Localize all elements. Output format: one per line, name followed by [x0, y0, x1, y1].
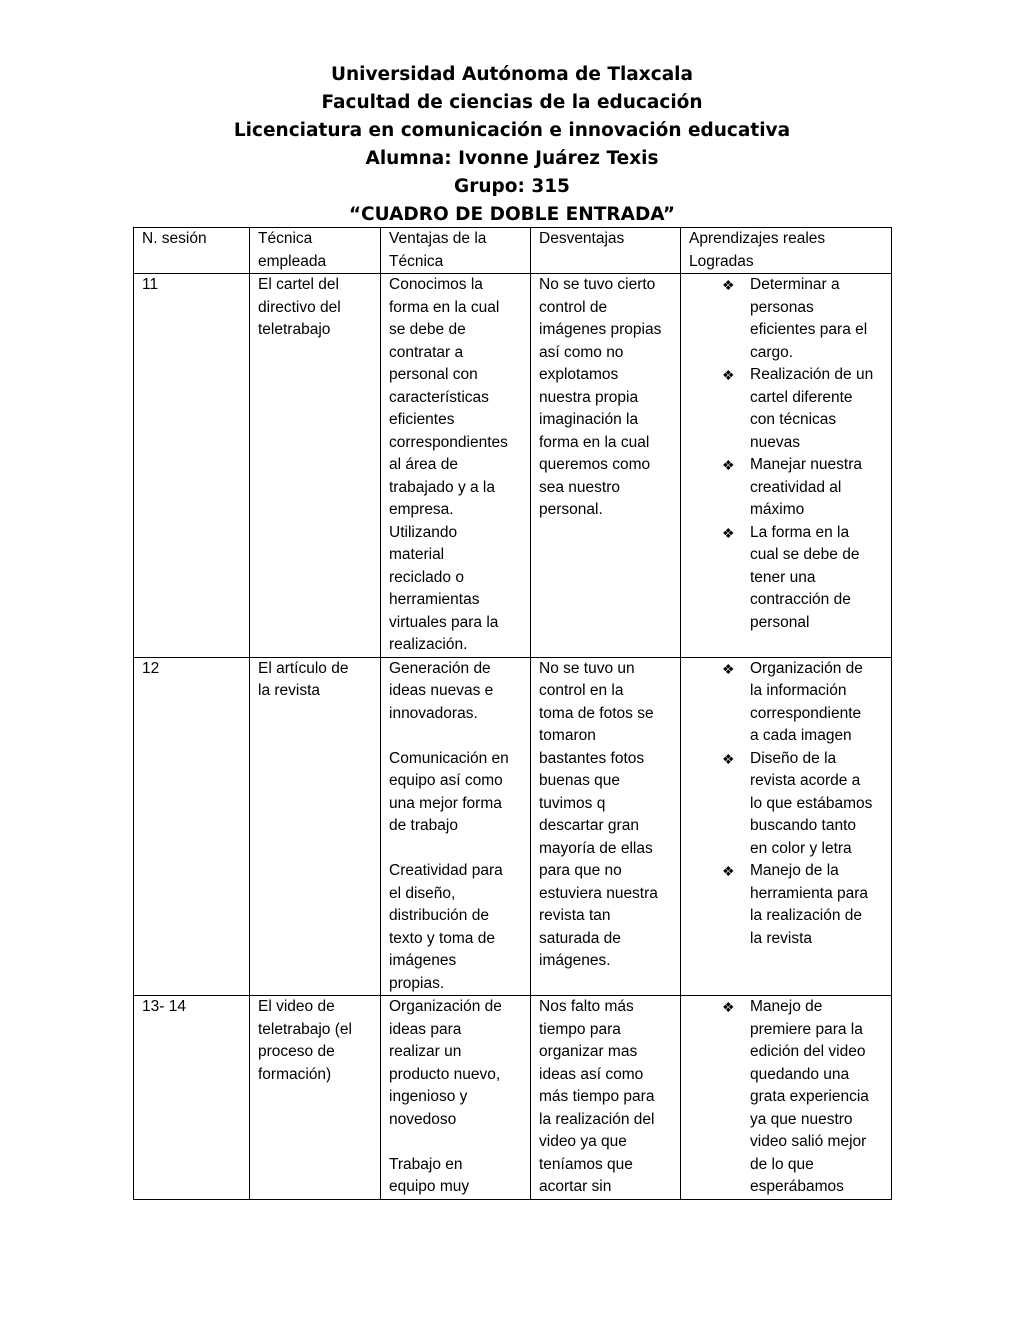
- learning-text: Manejar nuestra creatividad al máximo: [750, 456, 863, 518]
- learning-text: Organización de la información correspondiente a cada imagen: [750, 659, 863, 744]
- document-header: [0, 61, 1024, 229]
- learnings-list: [689, 996, 885, 1199]
- learning-item: [689, 454, 885, 522]
- advantage-paragraph: Organización de ideas para realizar un producto nuevo, ingenioso y novedoso: [389, 998, 502, 1128]
- technique-cell: El video de teletrabajo (el proceso de formación): [250, 996, 381, 1200]
- table-row: [134, 657, 892, 996]
- paragraph-gap: [389, 725, 524, 748]
- header-learnings: Aprendizajes reales Logradas: [681, 228, 892, 274]
- session-cell: 13- 14: [134, 996, 250, 1200]
- learning-item: [689, 364, 885, 454]
- diamond-bullet-icon: ❖: [722, 999, 735, 1015]
- disadvantages-cell: No se tuvo cierto control de imágenes propias así como no explotamos nuestra propia imaginación la forma en la cual queremos como sea nuestro personal.: [531, 274, 681, 658]
- header-technique: Técnica empleada: [250, 228, 381, 274]
- learning-item: [689, 274, 885, 364]
- advantage-paragraph: Trabajo en equipo muy: [389, 1155, 470, 1195]
- degree-program: Licenciatura en comunicación e innovación educativa: [233, 120, 791, 141]
- diamond-bullet-icon: ❖: [722, 277, 735, 293]
- advantage-paragraph: Comunicación en equipo así como una mejor forma de trabajo: [389, 749, 509, 834]
- advantage-paragraph: Generación de ideas nuevas e innovadoras.: [389, 659, 494, 722]
- table-header-row: [134, 228, 892, 274]
- advantages-cell: [381, 274, 531, 658]
- learning-text: Manejo de premiere para la edición del video quedando una grata experiencia ya que nuestro video salió mejor de lo que esperábamos: [750, 998, 869, 1195]
- advantages-cell: [381, 996, 531, 1200]
- learning-item: [689, 996, 885, 1199]
- learning-text: Realización de un cartel diferente con técnicas nuevas: [750, 366, 874, 451]
- student-name: Alumna: Ivonne Juárez Texis: [365, 148, 659, 169]
- header-session: N. sesión: [134, 228, 250, 274]
- technique-cell: El artículo de la revista: [250, 657, 381, 996]
- disadvantages-cell: Nos falto más tiempo para organizar mas ideas así como más tiempo para la realización del video ya que teníamos que acortar sin: [531, 996, 681, 1200]
- table-row: [134, 274, 892, 658]
- diamond-bullet-icon: ❖: [722, 660, 735, 677]
- faculty-name: Facultad de ciencias de la educación: [321, 92, 703, 113]
- disadvantages-cell: No se tuvo un control en la toma de fotos se tomaron bastantes fotos buenas que tuvimos q descartar gran mayoría de ellas para que no estuviera nuestra revista tan saturada de imágenes.: [531, 657, 681, 996]
- document-title: “CUADRO DE DOBLE ENTRADA”: [348, 204, 676, 225]
- paragraph-gap: [389, 1131, 524, 1154]
- learning-text: Diseño de la revista acorde a lo que estábamos buscando tanto en color y letra: [750, 749, 873, 857]
- advantage-paragraph: Creatividad para el diseño, distribución de texto y toma de imágenes propias.: [389, 862, 503, 992]
- university-name: Universidad Autónoma de Tlaxcala: [330, 64, 694, 85]
- learning-item: [689, 658, 885, 748]
- paragraph-gap: [389, 838, 524, 861]
- learning-text: La forma en la cual se debe de tener una contracción de personal: [750, 523, 860, 631]
- session-cell: 11: [134, 274, 250, 658]
- learnings-cell: [681, 274, 892, 658]
- learnings-list: [689, 274, 885, 634]
- header-advantages: Ventajas de la Técnica: [381, 228, 531, 274]
- learning-text: Manejo de la herramienta para la realización de la revista: [750, 862, 869, 947]
- diamond-bullet-icon: ❖: [722, 750, 735, 767]
- learnings-cell: [681, 996, 892, 1200]
- table-row: [134, 996, 892, 1200]
- diamond-bullet-icon: ❖: [722, 367, 735, 383]
- learnings-cell: [681, 657, 892, 996]
- diamond-bullet-icon: ❖: [722, 524, 735, 541]
- technique-cell: El cartel del directivo del teletrabajo: [250, 274, 381, 658]
- group-number: Grupo: 315: [454, 176, 570, 197]
- diamond-bullet-icon: ❖: [722, 863, 735, 879]
- session-cell: 12: [134, 657, 250, 996]
- diamond-bullet-icon: ❖: [722, 457, 735, 473]
- learning-item: [689, 522, 885, 635]
- learning-item: [689, 860, 885, 950]
- learning-item: [689, 748, 885, 861]
- advantage-paragraph: Conocimos la forma en la cual se debe de contratar a personal con características eficientes correspondientes al área de trabajado y a la empresa. Utilizando material reciclado o herramientas virtuales para la realización.: [389, 276, 508, 653]
- double-entry-table: [133, 227, 892, 1200]
- learnings-list: [689, 658, 885, 951]
- header-disadvantages: Desventajas: [531, 228, 681, 274]
- learning-text: Determinar a personas eficientes para el cargo.: [750, 276, 868, 361]
- advantages-cell: [381, 657, 531, 996]
